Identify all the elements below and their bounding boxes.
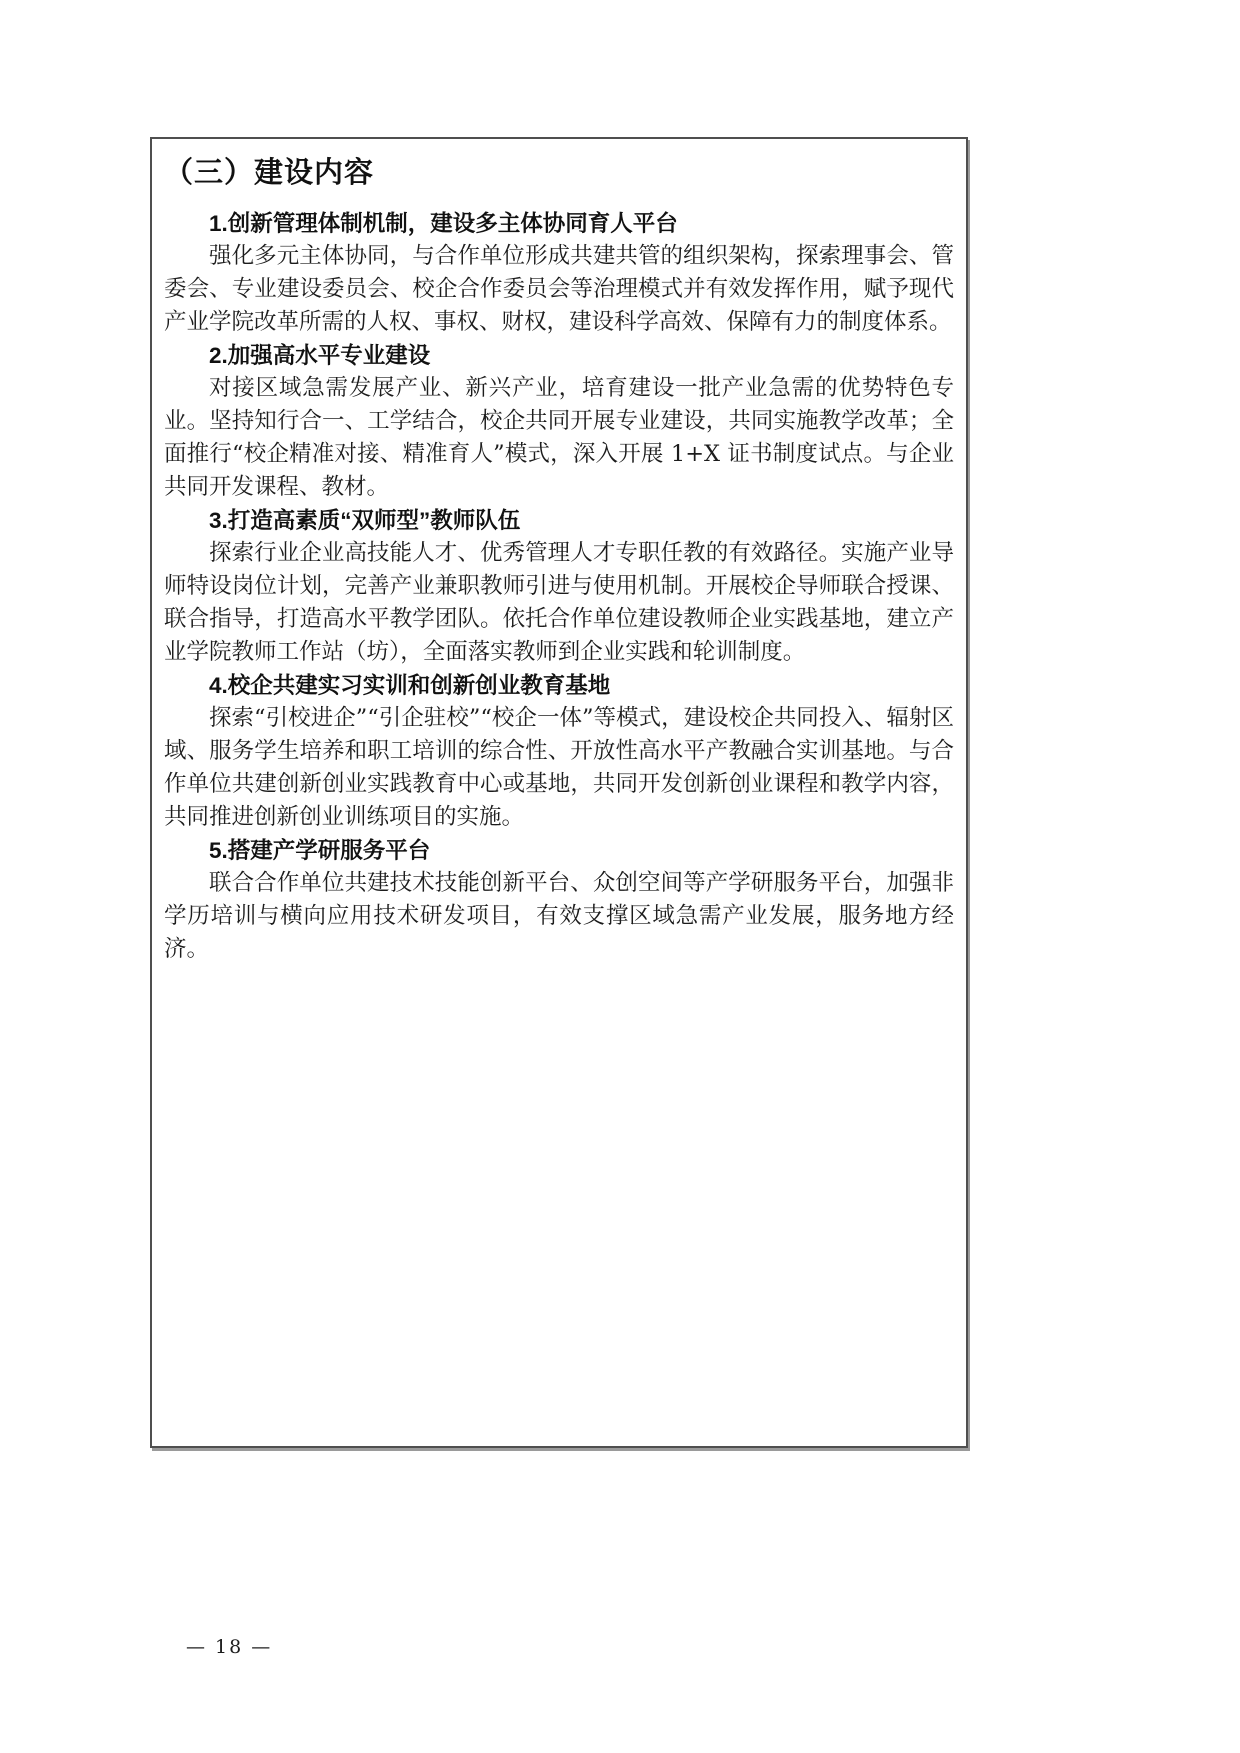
page-title: （三）建设内容 [164, 157, 375, 189]
subsection-training-bases [164, 669, 954, 834]
subsection-research-platform-body: 联合合作单位共建技术技能创新平台、众创空间等产学研服务平台，加强非学历培训与横向应用技术研发项目，有效支撑区域急需产业发展，服务地方经济。 [164, 870, 954, 962]
subsection-governance [164, 207, 954, 339]
subsection-teachers-heading: 3.打造高素质“双师型”教师队伍 [209, 508, 521, 533]
subsection-training-bases-heading: 4.校企共建实习实训和创新创业教育基地 [209, 673, 611, 698]
subsection-governance-heading: 1.创新管理体制机制，建设多主体协同育人平台 [209, 211, 678, 236]
subsection-governance-body: 强化多元主体协同，与合作单位形成共建共管的组织架构，探索理事会、管委会、专业建设委员会、校企合作委员会等治理模式并有效发挥作用，赋予现代产业学院改革所需的人权、事权、财权，建设科学高效、保障有力的制度体系。 [164, 243, 954, 335]
subsection-research-platform [164, 834, 954, 966]
subsection-training-bases-body: 探索“引校进企”“引企驻校”“校企一体”等模式，建设校企共同投入、辐射区域、服务学生培养和职工培训的综合性、开放性高水平产教融合实训基地。与合作单位共建创新创业实践教育中心或基地，共同开发创新创业课程和教学内容，共同推进创新创业训练项目的实施。 [164, 705, 954, 830]
subsection-majors-heading: 2.加强高水平专业建设 [209, 343, 431, 368]
content-border-box [150, 137, 968, 1448]
subsection-research-platform-heading: 5.搭建产学研服务平台 [209, 838, 431, 863]
page-number: — 18 — [186, 1636, 273, 1658]
subsection-majors-body: 对接区域急需发展产业、新兴产业，培育建设一批产业急需的优势特色专业。坚持知行合一、工学结合，校企共同开展专业建设，共同实施教学改革；全面推行“校企精准对接、精准育人”模式，深入开展 1+X 证书制度试点。与企业共同开发课程、教材。 [164, 375, 954, 500]
subsection-majors [164, 339, 954, 504]
subsection-teachers [164, 504, 954, 669]
subsection-teachers-body: 探索行业企业高技能人才、优秀管理人才专职任教的有效路径。实施产业导师特设岗位计划，完善产业兼职教师引进与使用机制。开展校企导师联合授课、联合指导，打造高水平教学团队。依托合作单位建设教师企业实践基地，建立产业学院教师工作站（坊），全面落实教师到企业实践和轮训制度。 [164, 540, 954, 665]
